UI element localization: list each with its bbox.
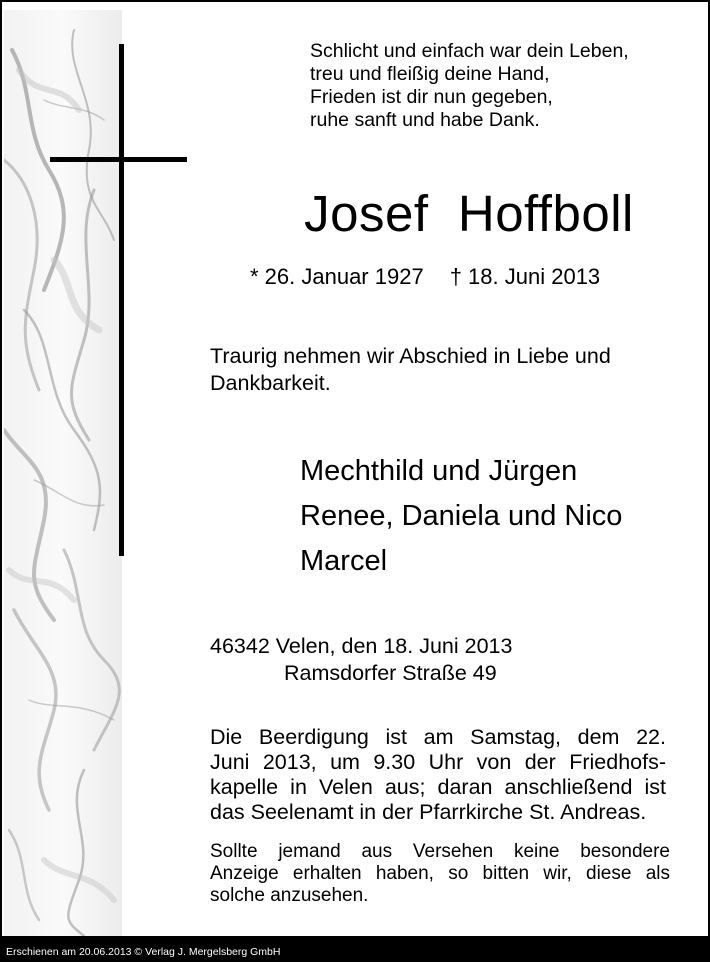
poem-line: Schlicht und einfach war dein Leben,: [310, 40, 629, 62]
intro-line: Traurig nehmen wir Abschied in Liebe und: [210, 344, 611, 368]
poem-line: treu und fleißig deine Hand,: [310, 63, 550, 85]
poem-line: ruhe sanft und habe Dank.: [310, 109, 540, 131]
apology-note: [210, 841, 670, 907]
intro-line: Dankbarkeit.: [210, 371, 331, 395]
memorial-poem: [310, 40, 690, 132]
life-dates: [250, 264, 600, 290]
birth-date: * 26. Januar 1927: [250, 264, 424, 289]
apology-line: solche anzusehen.: [210, 885, 369, 906]
cross-icon: [119, 44, 124, 556]
funeral-info: [210, 725, 666, 825]
apology-line: Anzeige erhalten haben, so bitten wir, diese als: [210, 863, 670, 884]
apology-line: Sollte jemand aus Versehen keine besondere: [210, 841, 670, 862]
mourner-line: Marcel: [300, 545, 388, 577]
mourner-line: Mechthild und Jürgen: [300, 455, 578, 487]
cross-icon-bar: [50, 157, 187, 162]
mourner-line: Renee, Daniela und Nico: [300, 500, 623, 532]
funeral-line: Die Beerdigung ist am Samstag, dem 22.: [210, 725, 666, 749]
address-city-date: 46342 Velen, den 18. Juni 2013: [210, 634, 513, 658]
address-street: Ramsdorfer Straße 49: [284, 661, 497, 685]
publication-footer: Erschienen am 20.06.2013 © Verlag J. Mergelsberg GmbH: [6, 946, 281, 958]
deceased-name: Josef Hoffboll: [304, 185, 634, 242]
frame-edge: [698, 2, 708, 936]
deceased-name-row: [2, 184, 698, 244]
poem-line: Frieden ist dir nun gegeben,: [310, 86, 553, 108]
death-date: † 18. Juni 2013: [449, 264, 601, 289]
obituary-notice: [2, 2, 698, 936]
funeral-line: das Seelenamt in der Pfarrkirche St. Andreas.: [210, 800, 647, 824]
intro-text: [210, 343, 675, 397]
address-block: [210, 633, 512, 687]
funeral-line: Juni 2013, um 9.30 Uhr von der Friedhofs-: [210, 750, 666, 774]
funeral-line: kapelle in Velen aus; daran anschließend ist: [210, 775, 666, 799]
marble-border-image: [4, 10, 122, 936]
mourners-list: [300, 449, 622, 584]
